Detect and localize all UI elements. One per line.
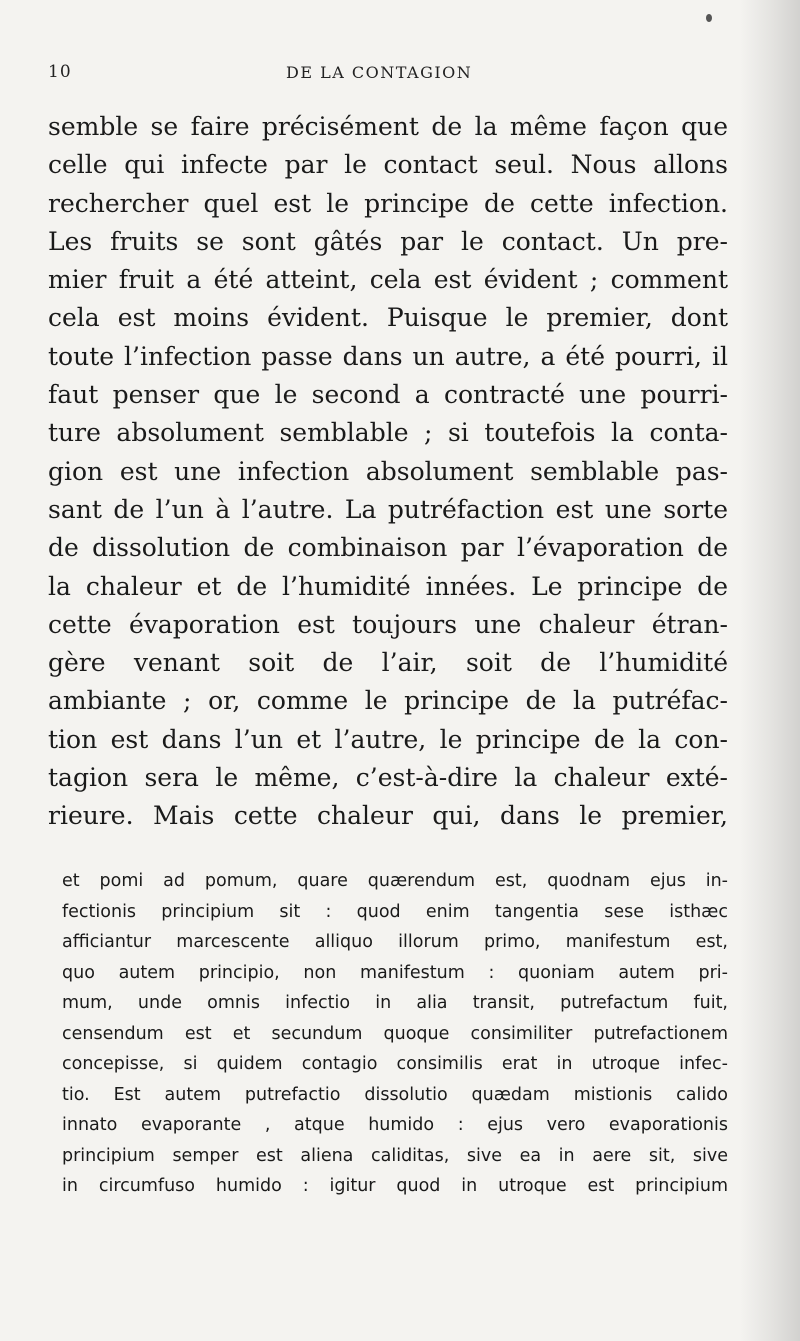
body-line: Les fruits se sont gâtés par le contact. Un pre- — [48, 226, 728, 256]
note-line: fectionis principium sit : quod enim tangentia sese isthæc — [62, 901, 728, 922]
body-line: cette évaporation est toujours une chaleur étran- — [48, 609, 728, 639]
note-line: principium semper est aliena caliditas, sive ea in aere sit, sive — [62, 1145, 728, 1166]
body-line: la chaleur et de l’humidité innées. Le principe de — [48, 571, 728, 601]
note-line: mum, unde omnis infectio in alia transit, putrefactum fuit, — [62, 993, 728, 1013]
note-line: et pomi ad pomum, quare quærendum est, quodnam ejus in- — [62, 871, 728, 891]
note-line: tio. Est autem putrefactio dissolutio quædam mistionis calido — [62, 1084, 728, 1105]
ink-speck — [706, 14, 712, 22]
body-line: gion est une infection absolument semblable pas- — [48, 456, 728, 486]
body-line: rieure. Mais cette chaleur qui, dans le premier, — [48, 801, 728, 831]
body-line: tagion sera le même, c’est-à-dire la chaleur exté- — [48, 763, 728, 793]
note-line: concepisse, si quidem contagio consimilis erat in utroque infec- — [62, 1054, 728, 1074]
body-line: semble se faire précisément de la même façon que — [48, 112, 728, 141]
body-line: ture absolument semblable ; si toutefois la conta- — [48, 418, 728, 448]
main-text — [48, 108, 728, 836]
body-line: gère venant soit de l’air, soit de l’humidité — [48, 648, 728, 678]
body-line: tion est dans l’un et l’autre, le principe de la con- — [48, 724, 728, 754]
note-line: censendum est et secundum quoque consimiliter putrefactionem — [62, 1023, 728, 1044]
body-line: de dissolution de combinaison par l’évaporation de — [48, 533, 728, 563]
body-line: sant de l’un à l’autre. La putréfaction est une sorte — [48, 494, 728, 524]
body-line: faut penser que le second a contracté une pourri- — [48, 380, 728, 410]
latin-footnote — [62, 866, 728, 1202]
running-title: DE LA CONTAGION — [286, 63, 473, 82]
body-line: rechercher quel est le principe de cette infection. — [48, 188, 728, 218]
note-line: afficiantur marcescente alliquo illorum primo, manifestum est, — [62, 932, 728, 952]
page-number: 10 — [48, 62, 72, 82]
body-line: celle qui infecte par le contact seul. Nous allons — [48, 150, 728, 180]
note-line: quo autem principio, non manifestum : quoniam autem pri- — [62, 962, 728, 983]
body-line: toute l’infection passe dans un autre, a été pourri, il — [48, 341, 728, 371]
body-line: mier fruit a été atteint, cela est évident ; comment — [48, 265, 728, 295]
body-line: cela est moins évident. Puisque le premier, dont — [48, 303, 728, 333]
note-line: innato evaporante , atque humido : ejus vero evaporationis — [62, 1115, 728, 1135]
body-line: ambiante ; or, comme le principe de la putréfac- — [48, 686, 728, 716]
note-line: in circumfuso humido : igitur quod in utroque est principium — [62, 1176, 728, 1196]
running-head — [48, 62, 748, 88]
